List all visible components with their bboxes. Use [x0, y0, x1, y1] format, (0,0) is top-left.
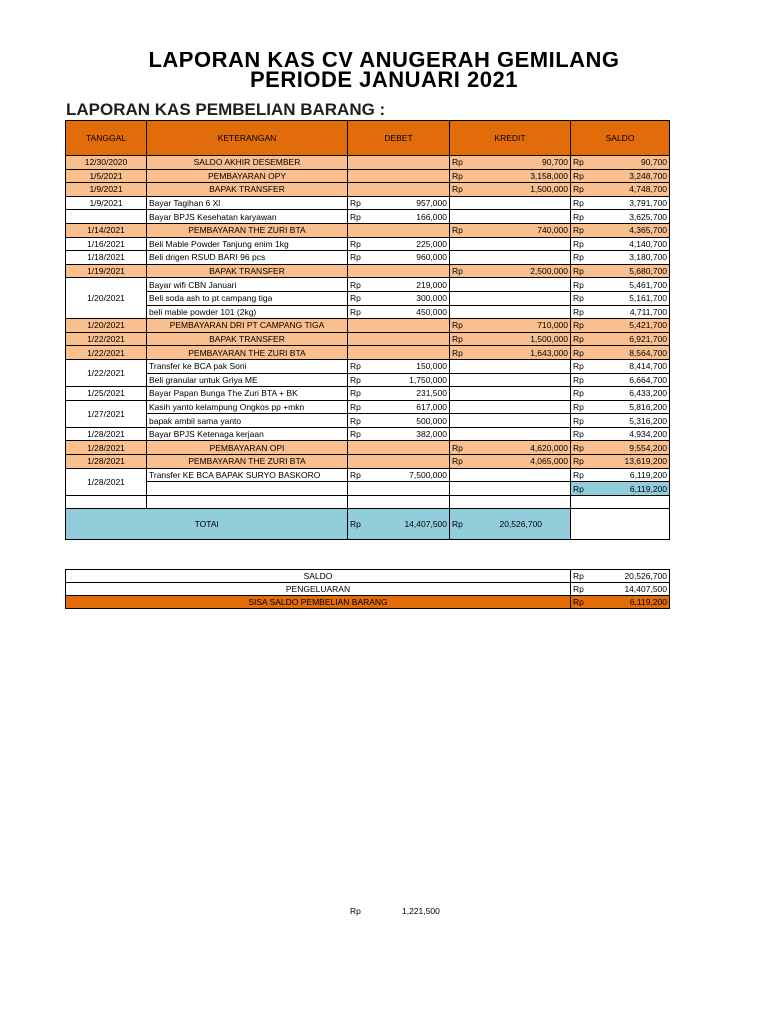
summary-table [65, 569, 670, 609]
cell-description: Beli drigen RSUD BARI 96 pcs [147, 251, 348, 265]
cell-debet [370, 346, 450, 360]
cell-description: Bayar Papan Bunga The Zuri BTA + BK [147, 387, 348, 401]
cell-debet-currency [348, 319, 370, 333]
cell-saldo-currency: Rp [571, 387, 593, 401]
summary-sisa-row [66, 596, 670, 609]
summary-saldo-value: 20,526,700 [593, 570, 670, 583]
cell-saldo-currency: Rp [571, 251, 593, 265]
cell-kredit-currency [450, 359, 472, 373]
cell-debet [370, 264, 450, 278]
cell-saldo-currency: Rp [571, 346, 593, 360]
summary-saldo-label: SALDO [66, 570, 571, 583]
cell-kredit [472, 210, 571, 224]
cell-kredit: 4,620,000 [472, 441, 571, 455]
cell-debet-currency: Rp [348, 237, 370, 251]
cell-debet-currency [348, 495, 370, 509]
cell-saldo: 4,140,700 [593, 237, 670, 251]
cell-kredit [472, 373, 571, 387]
cell-kredit-currency [450, 196, 472, 210]
cell-description: PEMBAYARAN THE ZURI BTA [147, 346, 348, 360]
cell-saldo: 4,711,700 [593, 305, 670, 319]
cell-debet-currency [348, 223, 370, 237]
cell-debet-currency [348, 183, 370, 197]
header-saldo: SALDO [571, 121, 670, 156]
cell-kredit-currency: Rp [450, 264, 472, 278]
cell-description: Bayar wifi CBN Januari [147, 278, 348, 292]
cell-description: SALDO AKHIR DESEMBER [147, 156, 348, 170]
cell-saldo: 5,461,700 [593, 278, 670, 292]
cell-saldo-currency: Rp [571, 455, 593, 469]
table-row [66, 196, 670, 210]
cell-kredit: 90,700 [472, 156, 571, 170]
cell-saldo: 5,421,700 [593, 319, 670, 333]
cell-saldo: 6,119,200 [593, 468, 670, 482]
cell-date: 1/22/2021 [66, 359, 147, 386]
cell-debet: 1,750,000 [370, 373, 450, 387]
cell-saldo: 6,433,200 [593, 387, 670, 401]
cell-date: 1/20/2021 [66, 278, 147, 319]
cell-debet-currency [348, 346, 370, 360]
cell-kredit [472, 278, 571, 292]
cell-kredit-currency [450, 400, 472, 414]
cell-kredit [472, 305, 571, 319]
cell-description: PEMBAYARAN OPI [147, 441, 348, 455]
cell-description: Transfer ke BCA pak Soni [147, 359, 348, 373]
table-row [66, 387, 670, 401]
cell-saldo-currency: Rp [571, 237, 593, 251]
cell-kredit [472, 196, 571, 210]
cell-kredit-currency: Rp [450, 156, 472, 170]
cell-saldo: 3,248,700 [593, 169, 670, 183]
cell-saldo-currency: Rp [571, 278, 593, 292]
section-title: LAPORAN KAS PEMBELIAN BARANG : [66, 100, 386, 119]
cell-date: 1/9/2021 [66, 196, 147, 210]
cell-date: 1/5/2021 [66, 169, 147, 183]
cell-kredit-currency [450, 482, 472, 496]
table-row [66, 264, 670, 278]
footnote-currency: Rp [350, 906, 361, 916]
cell-debet-currency [348, 441, 370, 455]
cell-debet-currency: Rp [348, 210, 370, 224]
cell-debet: 617,000 [370, 400, 450, 414]
cell-kredit-currency [450, 278, 472, 292]
cell-kredit: 3,158,000 [472, 169, 571, 183]
cell-date: 1/20/2021 [66, 319, 147, 333]
cell-kredit [472, 387, 571, 401]
cell-debet: 300,000 [370, 291, 450, 305]
cell-saldo: 9,554,200 [593, 441, 670, 455]
table-row [66, 441, 670, 455]
cell-description: PEMBAYARAN THE ZURI BTA [147, 455, 348, 469]
table-row [66, 482, 670, 496]
cell-debet: 166,000 [370, 210, 450, 224]
cell-kredit: 1,643,000 [472, 346, 571, 360]
cell-date: 12/30/2020 [66, 156, 147, 170]
total-kredit-currency: Rp [450, 509, 472, 540]
cell-saldo: 4,748,700 [593, 183, 670, 197]
cell-kredit: 710,000 [472, 319, 571, 333]
table-row [66, 251, 670, 265]
cell-description: Kasih yanto kelampung Ongkos pp +mkn [147, 400, 348, 414]
table-row [66, 223, 670, 237]
table-row [66, 305, 670, 319]
cell-saldo: 6,664,700 [593, 373, 670, 387]
cell-date: 1/22/2021 [66, 346, 147, 360]
currency-label: Rp [571, 596, 593, 609]
cell-debet-currency [348, 482, 370, 496]
cell-date [66, 210, 147, 224]
cell-debet: 957,000 [370, 196, 450, 210]
summary-pengeluaran-label: PENGELUARAN [66, 583, 571, 596]
cell-date: 1/28/2021 [66, 468, 147, 495]
cell-saldo: 3,625,700 [593, 210, 670, 224]
cell-date: 1/14/2021 [66, 223, 147, 237]
cell-debet-currency: Rp [348, 359, 370, 373]
table-row [66, 455, 670, 469]
cell-debet [370, 455, 450, 469]
cell-date: 1/27/2021 [66, 400, 147, 427]
cell-kredit-currency [450, 373, 472, 387]
cell-kredit [472, 427, 571, 441]
cell-saldo-currency: Rp [571, 482, 593, 496]
summary-pengeluaran-value: 14,407,500 [593, 583, 670, 596]
cell-kredit [472, 237, 571, 251]
cell-saldo: 4,365,700 [593, 223, 670, 237]
cell-debet-currency: Rp [348, 291, 370, 305]
table-row [66, 414, 670, 428]
cell-debet [370, 319, 450, 333]
cell-saldo: 5,161,700 [593, 291, 670, 305]
cell-saldo-currency: Rp [571, 414, 593, 428]
table-row [66, 468, 670, 482]
total-row [66, 509, 670, 540]
table-row [66, 373, 670, 387]
cell-saldo-currency: Rp [571, 373, 593, 387]
cell-debet-currency [348, 264, 370, 278]
cell-kredit: 1,500,000 [472, 332, 571, 346]
cell-kredit [472, 291, 571, 305]
cell-debet-currency: Rp [348, 278, 370, 292]
cell-debet-currency: Rp [348, 427, 370, 441]
cell-description: Beli soda ash to pt campang tiga [147, 291, 348, 305]
cell-kredit-currency [450, 210, 472, 224]
cell-saldo-currency: Rp [571, 305, 593, 319]
cell-kredit [472, 414, 571, 428]
cell-saldo-currency: Rp [571, 196, 593, 210]
cell-debet: 382,000 [370, 427, 450, 441]
cell-debet-currency [348, 455, 370, 469]
cell-description: Transfer KE BCA BAPAK SURYO BASKORO [147, 468, 348, 482]
cell-kredit-currency: Rp [450, 169, 472, 183]
cell-debet-currency: Rp [348, 305, 370, 319]
header-kredit: KREDIT [450, 121, 571, 156]
cell-date: 1/18/2021 [66, 251, 147, 265]
cell-description: PEMBAYARAN DRI PT CAMPANG TIGA [147, 319, 348, 333]
cell-date: 1/25/2021 [66, 387, 147, 401]
table-row [66, 332, 670, 346]
total-saldo-empty [571, 509, 670, 540]
cell-debet: 960,000 [370, 251, 450, 265]
cell-debet: 225,000 [370, 237, 450, 251]
cell-kredit [472, 468, 571, 482]
cell-description: BAPAK TRANSFER [147, 183, 348, 197]
cell-kredit-currency: Rp [450, 319, 472, 333]
table-header-row [66, 121, 670, 156]
cell-description: beli mable powder 101 (2kg) [147, 305, 348, 319]
cell-kredit-currency: Rp [450, 183, 472, 197]
cell-debet-currency: Rp [348, 251, 370, 265]
cell-description: Bayar BPJS Kesehatan karyawan [147, 210, 348, 224]
cell-debet: 219,000 [370, 278, 450, 292]
header-debet: DEBET [348, 121, 450, 156]
table-row [66, 346, 670, 360]
cell-debet [370, 183, 450, 197]
cell-debet-currency: Rp [348, 196, 370, 210]
cell-debet-currency [348, 169, 370, 183]
cell-saldo-currency: Rp [571, 183, 593, 197]
cell-description: Bayar Tagihan 6 Xl [147, 196, 348, 210]
table-row [66, 156, 670, 170]
cell-description: BAPAK TRANSFER [147, 332, 348, 346]
total-kredit: 20,526,700 [472, 509, 571, 540]
summary-sisa-label: SISA SALDO PEMBELIAN BARANG [66, 596, 571, 609]
cell-date: 1/9/2021 [66, 183, 147, 197]
summary-pengeluaran-row [66, 583, 670, 596]
cell-saldo: 3,791,700 [593, 196, 670, 210]
cell-date: 1/28/2021 [66, 427, 147, 441]
currency-label: Rp [571, 583, 593, 596]
cell-kredit-currency [450, 495, 472, 509]
table-row [66, 495, 670, 509]
cell-debet [370, 169, 450, 183]
cell-debet [370, 495, 450, 509]
cell-debet: 500,000 [370, 414, 450, 428]
table-row [66, 319, 670, 333]
cell-description: bapak ambil sama yanto [147, 414, 348, 428]
cell-debet [370, 156, 450, 170]
cell-debet [370, 223, 450, 237]
table-row [66, 291, 670, 305]
cell-saldo-currency: Rp [571, 427, 593, 441]
cell-kredit [472, 359, 571, 373]
report-title-line2: PERIODE JANUARI 2021 [250, 67, 518, 90]
cell-kredit: 4,065,000 [472, 455, 571, 469]
cell-description [147, 482, 348, 496]
cell-kredit-currency: Rp [450, 223, 472, 237]
cell-saldo: 90,700 [593, 156, 670, 170]
header-tanggal: TANGGAL [66, 121, 147, 156]
cell-saldo: 8,564,700 [593, 346, 670, 360]
cell-kredit: 740,000 [472, 223, 571, 237]
summary-sisa-value: 6,119,200 [593, 596, 670, 609]
total-debet: 14,407,500 [370, 509, 450, 540]
cell-kredit [472, 400, 571, 414]
cell-kredit-currency [450, 387, 472, 401]
cell-kredit-currency [450, 251, 472, 265]
cell-kredit-currency [450, 414, 472, 428]
cell-description: Beli granular untuk Griya ME [147, 373, 348, 387]
cell-saldo-currency [571, 495, 593, 509]
cell-kredit [472, 482, 571, 496]
cell-kredit: 1,500,000 [472, 183, 571, 197]
cell-saldo-currency: Rp [571, 264, 593, 278]
cell-saldo-currency: Rp [571, 400, 593, 414]
table-row [66, 183, 670, 197]
cell-kredit-currency [450, 427, 472, 441]
cell-saldo: 3,180,700 [593, 251, 670, 265]
cell-debet-currency: Rp [348, 414, 370, 428]
cell-saldo: 5,680,700 [593, 264, 670, 278]
cell-date: 1/19/2021 [66, 264, 147, 278]
cell-saldo-currency: Rp [571, 210, 593, 224]
cell-saldo-currency: Rp [571, 441, 593, 455]
cell-description: BAPAK TRANSFER [147, 264, 348, 278]
cell-saldo-currency: Rp [571, 223, 593, 237]
cell-saldo-currency: Rp [571, 359, 593, 373]
cell-debet: 150,000 [370, 359, 450, 373]
cell-debet [370, 441, 450, 455]
cell-kredit-currency [450, 305, 472, 319]
cell-saldo: 4,934,200 [593, 427, 670, 441]
cell-debet-currency: Rp [348, 373, 370, 387]
table-row [66, 237, 670, 251]
cell-description: PEMBAYARAN OPY [147, 169, 348, 183]
cell-kredit-currency: Rp [450, 455, 472, 469]
cell-saldo: 6,921,700 [593, 332, 670, 346]
cell-debet: 231,500 [370, 387, 450, 401]
cell-saldo-currency: Rp [571, 332, 593, 346]
cell-saldo: 5,316,200 [593, 414, 670, 428]
cell-saldo-currency: Rp [571, 169, 593, 183]
cell-kredit-currency [450, 468, 472, 482]
cell-kredit-currency [450, 237, 472, 251]
cell-date: 1/16/2021 [66, 237, 147, 251]
cell-saldo: 8,414,700 [593, 359, 670, 373]
cell-saldo-currency: Rp [571, 291, 593, 305]
cell-kredit [472, 251, 571, 265]
cell-saldo: 6,119,200 [593, 482, 670, 496]
cell-debet: 7,500,000 [370, 468, 450, 482]
report-title [0, 52, 768, 90]
report-title-line1: LAPORAN KAS CV ANUGERAH GEMILANG [148, 52, 620, 72]
cell-date [66, 495, 147, 509]
cell-kredit: 2,500,000 [472, 264, 571, 278]
table-row [66, 427, 670, 441]
total-debet-currency: Rp [348, 509, 370, 540]
cell-kredit [472, 495, 571, 509]
cell-debet [370, 332, 450, 346]
cell-kredit-currency: Rp [450, 346, 472, 360]
cell-debet-currency: Rp [348, 400, 370, 414]
header-keterangan: KETERANGAN [147, 121, 348, 156]
table-row [66, 400, 670, 414]
cell-date: 1/28/2021 [66, 441, 147, 455]
cell-kredit-currency: Rp [450, 441, 472, 455]
cell-description: Beli Mable Powder Tanjung enim 1kg [147, 237, 348, 251]
table-row [66, 169, 670, 183]
cell-saldo [593, 495, 670, 509]
cell-saldo-currency: Rp [571, 468, 593, 482]
cell-saldo: 13,619,200 [593, 455, 670, 469]
cell-debet [370, 482, 450, 496]
table-row [66, 359, 670, 373]
cell-description: PEMBAYARAN THE ZURI BTA [147, 223, 348, 237]
cell-debet-currency: Rp [348, 468, 370, 482]
cell-saldo-currency: Rp [571, 156, 593, 170]
cell-date: 1/28/2021 [66, 455, 147, 469]
table-row [66, 210, 670, 224]
cell-debet-currency: Rp [348, 387, 370, 401]
summary-saldo-row [66, 570, 670, 583]
cell-description [147, 495, 348, 509]
cell-kredit-currency [450, 291, 472, 305]
cell-debet-currency [348, 332, 370, 346]
footnote-value: 1,221,500 [402, 906, 440, 916]
cell-kredit-currency: Rp [450, 332, 472, 346]
cell-saldo: 5,816,200 [593, 400, 670, 414]
total-label: TOTAl [66, 509, 348, 540]
cash-report-table [65, 120, 670, 540]
cell-saldo-currency: Rp [571, 319, 593, 333]
cell-debet-currency [348, 156, 370, 170]
table-row [66, 278, 670, 292]
cell-description: Bayar BPJS Ketenaga kerjaan [147, 427, 348, 441]
currency-label: Rp [571, 570, 593, 583]
cell-debet: 450,000 [370, 305, 450, 319]
cell-date: 1/22/2021 [66, 332, 147, 346]
